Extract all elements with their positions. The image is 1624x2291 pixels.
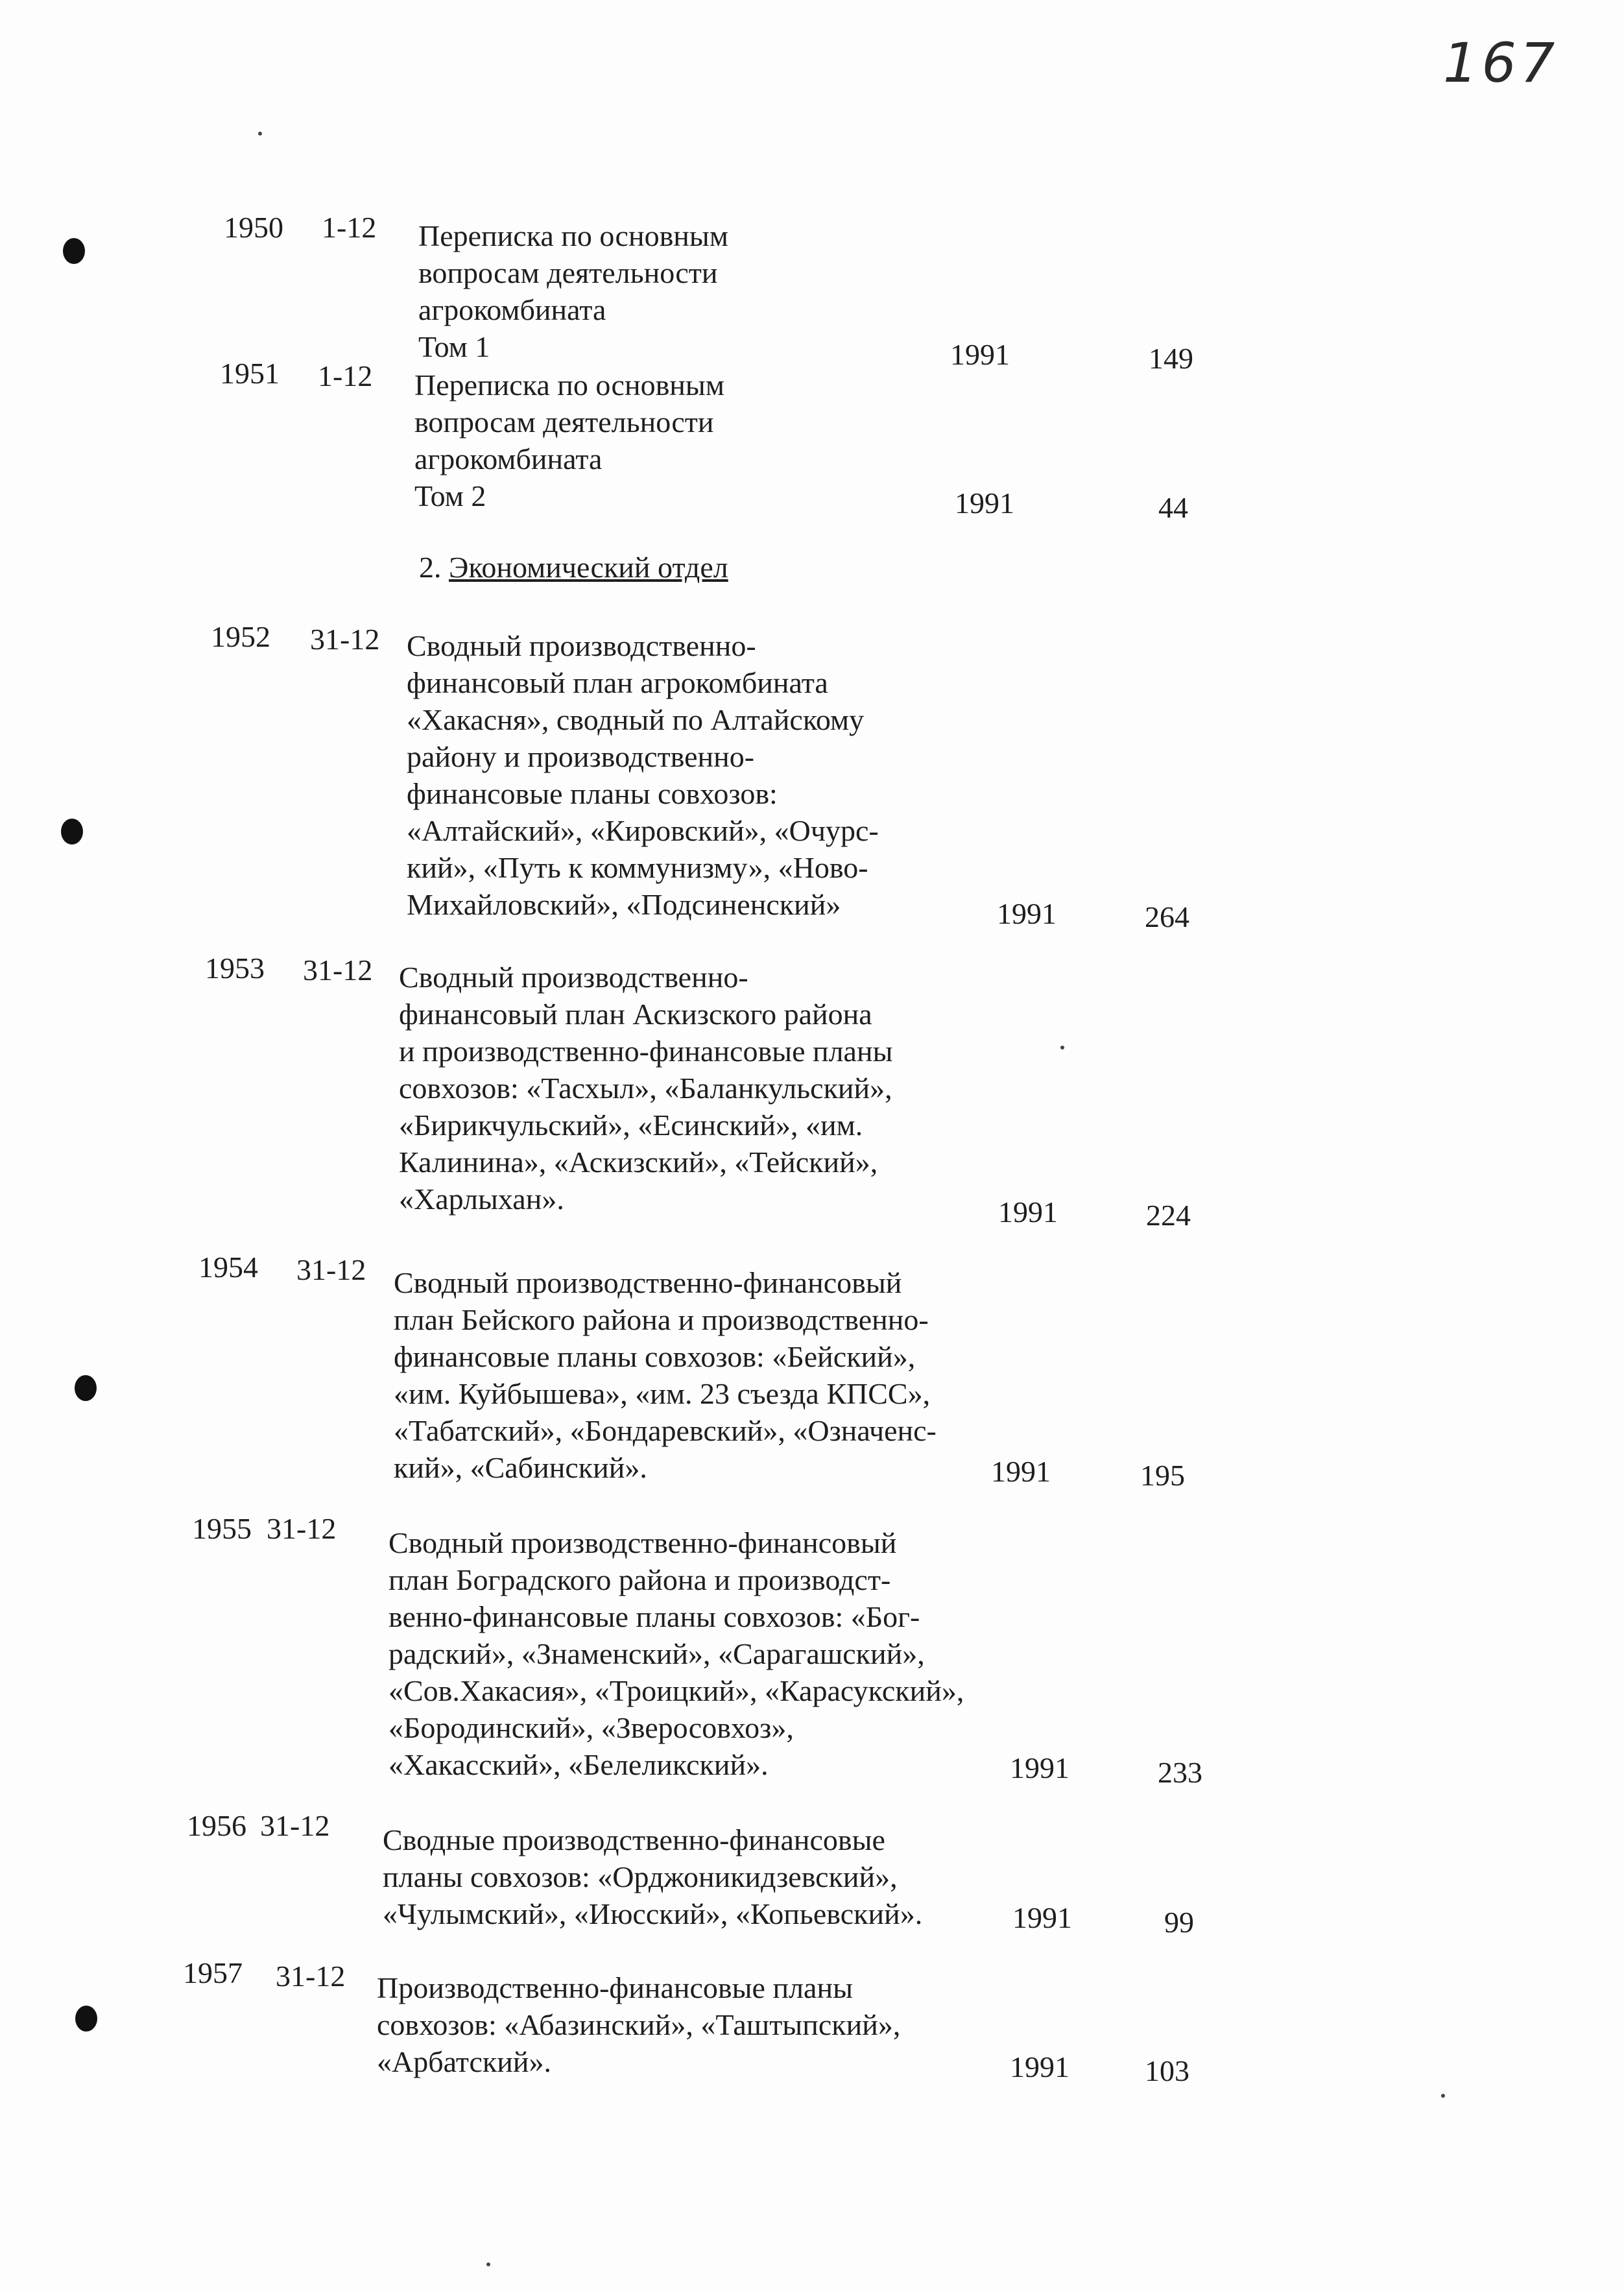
entry-sheets: 264 — [1145, 900, 1189, 933]
entry-dates: 31-12 — [267, 1512, 337, 1545]
section-heading — [419, 550, 728, 584]
entry-sheets: 103 — [1145, 2054, 1189, 2087]
entry-dates: 31-12 — [276, 1960, 346, 1993]
entry-number: 1952 — [211, 620, 270, 653]
scan-speck — [1441, 2094, 1445, 2098]
entry-sheets: 224 — [1146, 1199, 1191, 1232]
entry-year: 1991 — [1012, 1901, 1072, 1934]
entry-sheets: 99 — [1164, 1906, 1194, 1939]
entry-number: 1951 — [220, 357, 280, 390]
section-number: 2. — [419, 551, 442, 584]
entry-title: Производственно-финансовые планы совхозов: «Абазинский», «Таштыпский», «Арбатский». — [377, 1971, 901, 2078]
entry-title: Сводный производственно- финансовый план агрокомбината «Хакасня», сводный по Алтайскому району и производственно- финансовые планы совхозов: «Алтайский», «Кировский», «Очурс- кий», «Путь к коммунизму», «Ново- Михайловский», «Подсиненский» — [407, 629, 879, 921]
entry-dates: 1-12 — [322, 211, 377, 244]
punch-hole — [63, 238, 85, 264]
entry-dates: 31-12 — [303, 954, 373, 987]
entry-year: 1991 — [997, 897, 1057, 930]
entry-dates: 1-12 — [318, 359, 373, 392]
entry-title: Переписка по основным вопросам деятельности агрокомбината Том 2 — [414, 368, 724, 512]
entry-dates: 31-12 — [310, 623, 380, 656]
entry-title: Сводный производственно-финансовый план Бейского района и производственно- финансовые планы совхозов: «Бейский», «им. Куйбышева», «им. 23 съезда КПСС», «Табатский», «Бондаревский», «Означенс- кий», «Сабинский». — [394, 1266, 937, 1484]
punch-hole — [61, 819, 83, 845]
section-title: Экономический отдел — [449, 551, 728, 584]
entry-sheets: 149 — [1149, 342, 1193, 375]
handwritten-page-number: 167 — [1443, 31, 1559, 95]
entry-sheets: 195 — [1140, 1459, 1185, 1492]
entry-dates: 31-12 — [260, 1809, 330, 1842]
entry-year: 1991 — [1010, 2050, 1069, 2083]
entry-number: 1953 — [205, 952, 265, 985]
entry-sheets: 44 — [1158, 491, 1188, 524]
entry-year: 1991 — [998, 1195, 1058, 1229]
entry-number: 1956 — [187, 1809, 246, 1842]
entry-sheets: 233 — [1158, 1756, 1202, 1789]
entry-dates: 31-12 — [296, 1253, 366, 1286]
entry-number: 1957 — [183, 1956, 243, 1989]
scan-speck — [486, 2262, 490, 2266]
entry-year: 1991 — [1010, 1751, 1069, 1784]
entry-year: 1991 — [991, 1455, 1051, 1488]
entry-number: 1950 — [224, 211, 283, 244]
entry-title: Сводные производственно-финансовые планы совхозов: «Орджоникидзевский», «Чулымский», «Июсский», «Копьевский». — [383, 1823, 923, 1930]
entry-year: 1991 — [950, 338, 1010, 371]
entry-title: Сводный производственно-финансовый план Боградского района и производст- венно-финансовые планы совхозов: «Бог- радский», «Знаменский», «Сарагашский», «Сов.Хакасия», «Троицкий», «Карасукский», «Бородинский», «Зверосовхоз», «Хакасский», «Белеликский». — [388, 1526, 964, 1781]
punch-hole — [75, 1375, 97, 1401]
entry-title: Сводный производственно- финансовый план Аскизского района и производственно-финансовые планы совхозов: «Тасхыл», «Баланкульский», «Бирикчульский», «Есинский», «им. Калинина», «Аскизский», «Тейский», «Харлыхан». — [399, 961, 893, 1216]
entry-title: Переписка по основным вопросам деятельности агрокомбината Том 1 — [418, 219, 728, 363]
scan-speck — [1060, 1046, 1064, 1050]
entry-number: 1954 — [198, 1251, 258, 1284]
punch-hole — [75, 2006, 97, 2032]
entry-number: 1955 — [192, 1512, 252, 1545]
scan-speck — [258, 132, 262, 136]
entry-year: 1991 — [955, 486, 1014, 520]
